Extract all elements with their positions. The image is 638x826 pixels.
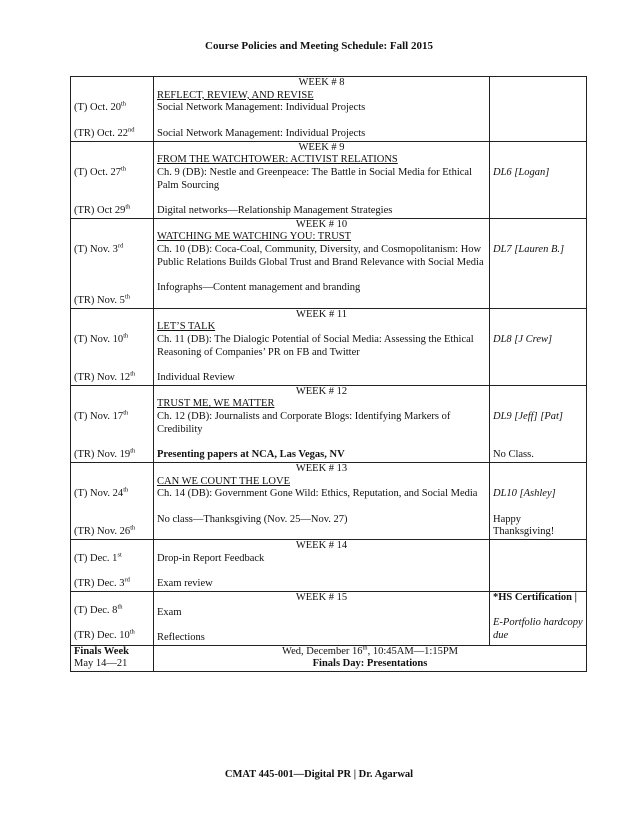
table-row — [71, 218, 587, 308]
table-row — [71, 77, 587, 142]
tr-date: (TR) Dec. 10th — [74, 628, 135, 641]
tr-date: (TR) Nov. 26th — [74, 524, 136, 538]
date-cell — [71, 591, 154, 645]
t-date: (T) Dec. 1st — [74, 551, 122, 564]
date-cell — [71, 218, 154, 308]
week-number: WEEK # 15 — [295, 591, 348, 603]
page-footer: CMAT 445-001—Digital PR | Dr. Agarwal — [224, 769, 414, 780]
week-number: WEEK # 9 — [298, 141, 345, 153]
note-cell — [490, 77, 587, 142]
topic-cell — [154, 385, 490, 462]
week-title: LET’S TALK — [157, 321, 216, 333]
week-title: TRUST ME, WE MATTER — [157, 398, 275, 410]
discussion-lead: DL7 [Lauren B.] — [493, 244, 565, 256]
week-number: WEEK # 14 — [295, 540, 348, 552]
week-number: WEEK # 12 — [295, 385, 348, 397]
discussion-lead: DL6 [Logan] — [493, 166, 550, 178]
table-row — [71, 462, 587, 539]
note-cell — [490, 385, 587, 462]
tr-date: (TR) Nov. 19th — [74, 447, 136, 461]
table-row — [71, 591, 587, 645]
tr-topic: Digital networks—Relationship Management Strategies — [157, 205, 393, 216]
date-cell — [71, 540, 154, 592]
page-title: Course Policies and Meeting Schedule: Fall 2015 — [205, 40, 433, 52]
tr-topic: Reflections — [157, 632, 205, 644]
tr-topic: No class—Thanksgiving (Nov. 25—Nov. 27) — [157, 513, 348, 525]
finals-title: Finals Day: Presentations — [312, 658, 428, 670]
note-extra: Happy Thanksgiving! — [493, 513, 555, 538]
tr-topic: Exam review — [157, 578, 213, 590]
finals-range: May 14—21 — [74, 658, 128, 670]
topic-cell — [154, 462, 490, 539]
table-row — [71, 385, 587, 462]
t-date: (T) Nov. 10th — [74, 332, 129, 345]
week-number: WEEK # 8 — [298, 77, 345, 88]
note-cell — [490, 308, 587, 385]
note-cell — [490, 591, 587, 645]
week-title: CAN WE COUNT THE LOVE — [157, 475, 290, 487]
date-cell — [71, 308, 154, 385]
tr-date: (TR) Nov. 12th — [74, 370, 136, 383]
tr-topic: Infographs—Content management and branding — [157, 282, 361, 294]
tr-topic: Presenting papers at NCA, Las Vegas, NV — [157, 449, 345, 461]
note-cell — [490, 462, 587, 539]
discussion-lead: DL9 [Jeff] [Pat] — [493, 411, 564, 423]
certification-note: *HS Certification | — [493, 591, 577, 603]
tr-date: (TR) Oct 29th — [74, 203, 131, 216]
topic-cell — [154, 308, 490, 385]
date-cell — [71, 462, 154, 539]
finals-date: Wed, December 16th, 10:45AM—1:15PM — [282, 644, 458, 657]
table-row — [71, 308, 587, 385]
schedule-table — [70, 76, 587, 672]
topic-cell — [154, 77, 490, 142]
tr-date: (TR) Nov. 5th — [74, 293, 130, 306]
t-date: (T) Nov. 17th — [74, 409, 129, 423]
finals-detail-cell — [154, 645, 587, 671]
week-number: WEEK # 10 — [295, 218, 348, 230]
t-topic: Ch. 10 (DB): Coca-Coal, Community, Diversity, and Cosmopolitanism: How Public Relations Builds Global Trust and Brand Relevance with Social Media — [157, 244, 484, 268]
note-extra: E-Portfolio hardcopy due — [493, 617, 583, 642]
finals-label: Finals Week — [74, 645, 129, 657]
topic-cell — [154, 540, 490, 592]
t-date: (T) Oct. 27th — [74, 165, 127, 178]
finals-row — [71, 645, 587, 671]
note-extra: No Class. — [493, 449, 534, 461]
t-date: (T) Nov. 24th — [74, 486, 129, 500]
date-cell — [71, 385, 154, 462]
t-topic: Ch. 14 (DB): Government Gone Wild: Ethics, Reputation, and Social Media — [157, 488, 478, 500]
note-cell — [490, 218, 587, 308]
note-cell — [490, 141, 587, 218]
topic-cell — [154, 591, 490, 645]
week-number: WEEK # 13 — [295, 462, 348, 474]
tr-date: (TR) Dec. 3rd — [74, 576, 130, 590]
tr-topic: Social Network Management: Individual Projects — [157, 127, 366, 139]
t-topic: Social Network Management: Individual Projects — [157, 102, 366, 114]
topic-cell — [154, 218, 490, 308]
week-title: WATCHING ME WATCHING YOU: TRUST — [157, 231, 352, 243]
discussion-lead: DL8 [J Crew] — [493, 333, 553, 345]
t-topic: Exam — [157, 606, 182, 618]
t-topic: Drop-in Report Feedback — [157, 552, 265, 564]
date-cell — [71, 77, 154, 142]
date-cell — [71, 141, 154, 218]
discussion-lead: DL10 [Ashley] — [493, 488, 556, 500]
table-row — [71, 540, 587, 592]
note-cell — [490, 540, 587, 592]
t-topic: Ch. 9 (DB): Nestle and Greenpeace: The Battle in Social Media for Ethical Palm Sourcing — [157, 166, 472, 191]
tr-topic: Individual Review — [157, 372, 235, 384]
t-date: (T) Nov. 3rd — [74, 242, 124, 256]
week-title: REFLECT, REVIEW, AND REVISE — [157, 89, 314, 101]
tr-date: (TR) Oct. 22nd — [74, 126, 135, 139]
table-row — [71, 141, 587, 218]
t-date: (T) Oct. 20th — [74, 100, 127, 114]
finals-label-cell — [71, 645, 154, 671]
week-number: WEEK # 11 — [296, 308, 347, 320]
t-topic: Ch. 12 (DB): Journalists and Corporate Blogs: Identifying Markers of Credibility — [157, 411, 451, 435]
week-title: FROM THE WATCHTOWER: ACTIVIST RELATIONS — [157, 154, 398, 166]
topic-cell — [154, 141, 490, 218]
t-topic: Ch. 11 (DB): The Dialogic Potential of Social Media: Assessing the Ethical Reasoning of Companies’ PR on FB and Twitter — [157, 333, 474, 358]
t-date: (T) Dec. 8th — [74, 603, 123, 616]
